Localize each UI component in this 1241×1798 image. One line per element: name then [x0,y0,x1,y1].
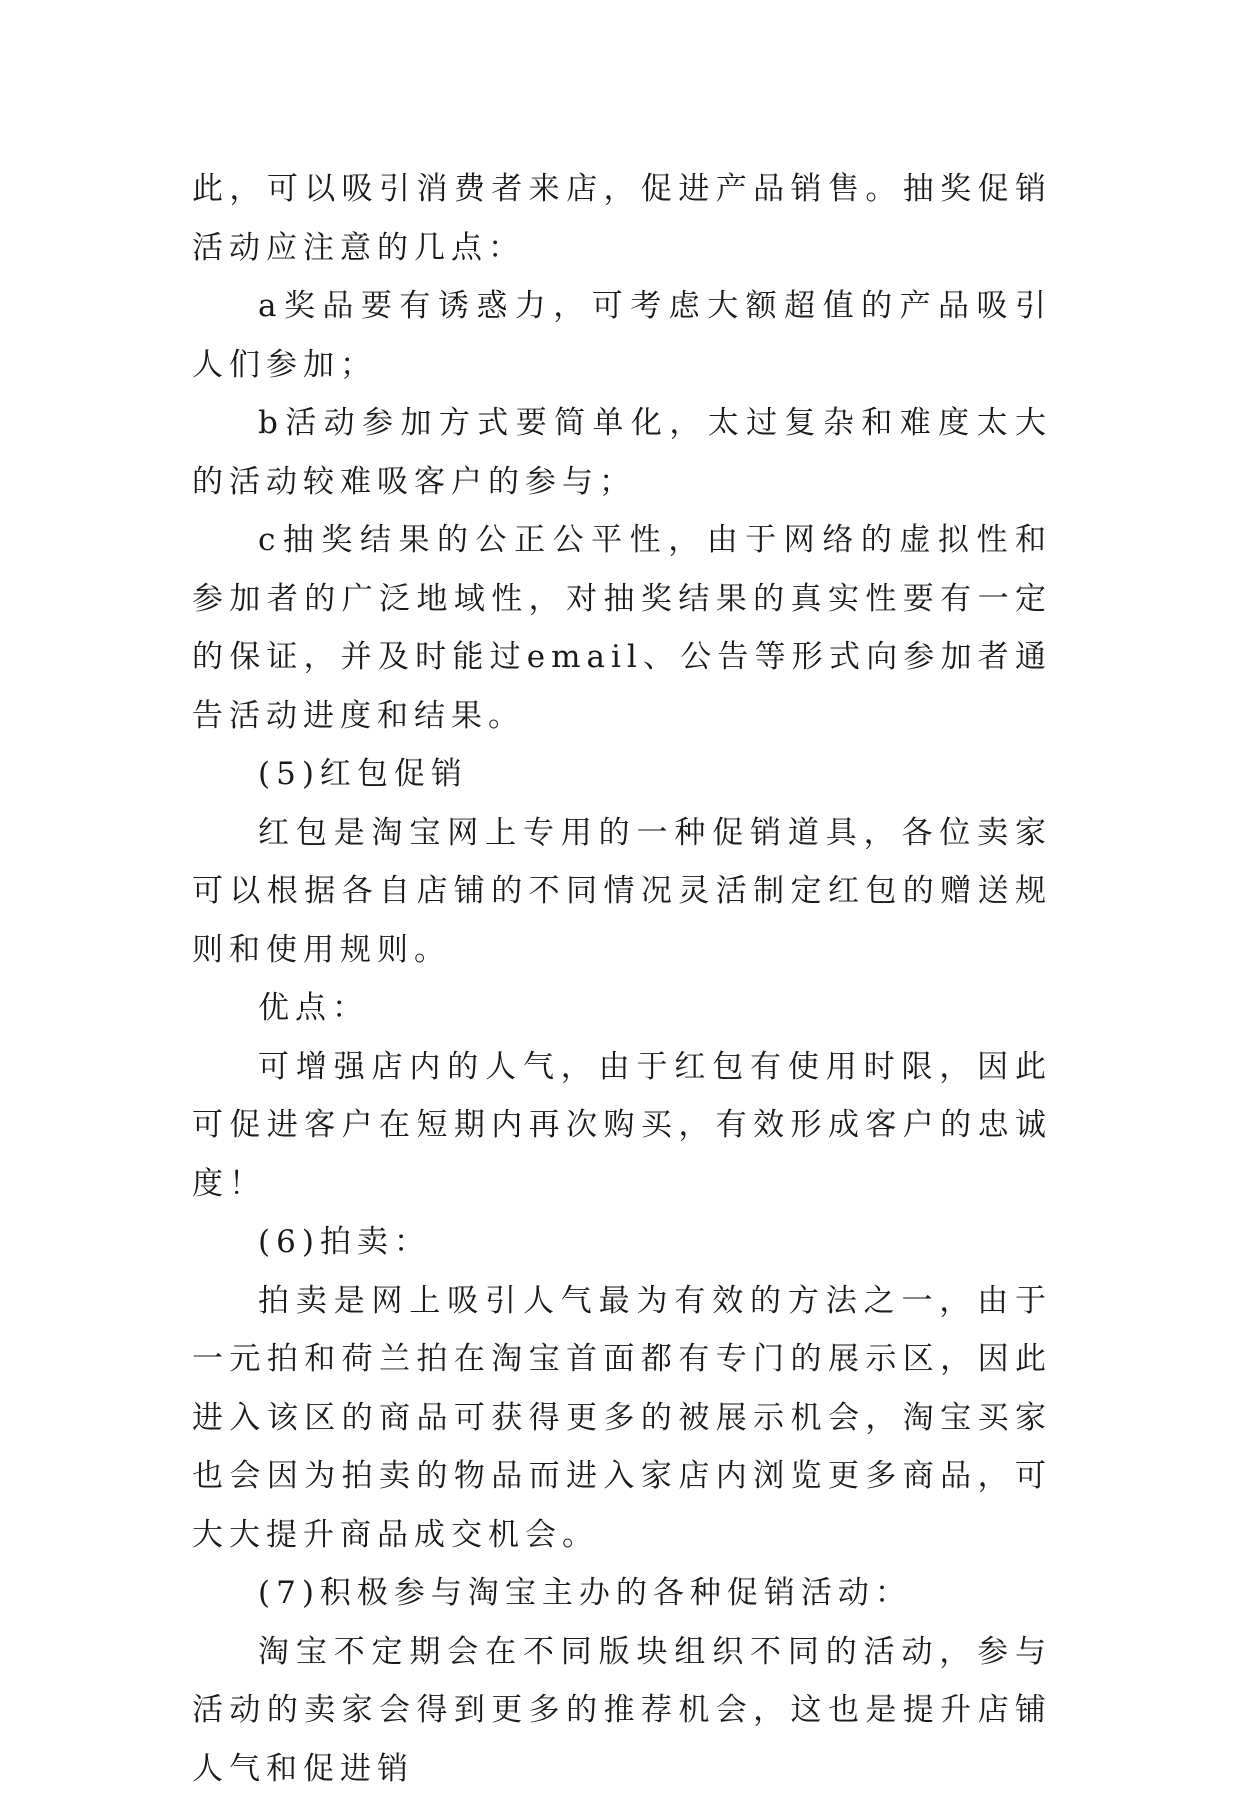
section-heading-taobao-activities: (7)积极参与淘宝主办的各种促销活动： [192,1564,1052,1623]
paragraph-10: 拍卖是网上吸引人气最为有效的方法之一，由于一元拍和荷兰拍在淘宝首面都有专门的展示区，因此进入该区的商品可获得更多的被展示机会，淘宝买家也会因为拍卖的物品而进入家店内浏览更多商品，可大大提升商品成交机会。 [192,1272,1052,1565]
advantages-label: 优点： [192,979,1052,1038]
paragraph-2: a奖品要有诱惑力，可考虑大额超值的产品吸引人们参加； [192,277,1052,394]
section-heading-auction: (6)拍卖： [192,1213,1052,1272]
paragraph-4: c抽奖结果的公正公平性，由于网络的虚拟性和参加者的广泛地域性，对抽奖结果的真实性要有一定的保证，并及时能过email、公告等形式向参加者通告活动进度和结果。 [192,511,1052,745]
paragraph-12: 淘宝不定期会在不同版块组织不同的活动，参与活动的卖家会得到更多的推荐机会，这也是提升店铺人气和促进销 [192,1623,1052,1798]
paragraph-3: b活动参加方式要简单化，太过复杂和难度太大的活动较难吸客户的参与； [192,394,1052,511]
body-text [192,160,1052,1798]
section-heading-red-packet: (5)红包促销 [192,745,1052,804]
paragraph-8: 可增强店内的人气，由于红包有使用时限，因此可促进客户在短期内再次购买，有效形成客户的忠诚度！ [192,1038,1052,1214]
paragraph-6: 红包是淘宝网上专用的一种促销道具，各位卖家可以根据各自店铺的不同情况灵活制定红包的赠送规则和使用规则。 [192,804,1052,980]
paragraph-1: 此，可以吸引消费者来店，促进产品销售。抽奖促销活动应注意的几点： [192,160,1052,277]
